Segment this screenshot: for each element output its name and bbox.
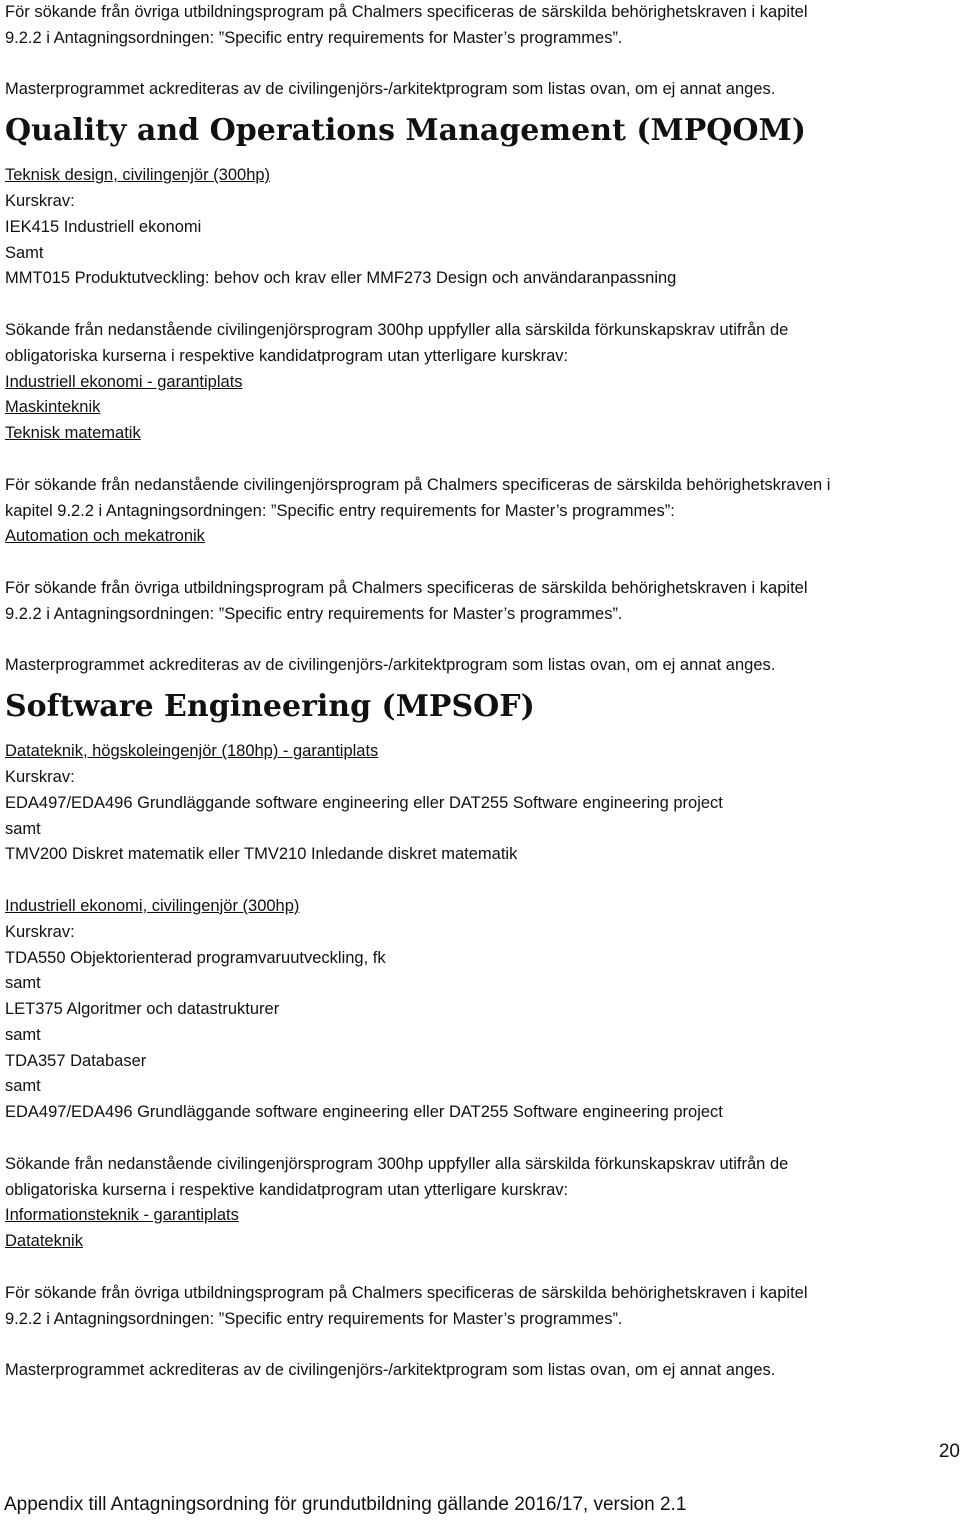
mpsof-heading: Software Engineering (MPSOF) xyxy=(5,689,535,725)
mpqom-ch-line-1: För sökande från nedanstående civilingenjörsprogram på Chalmers specificeras de särskilda behörighetskraven i xyxy=(5,475,831,494)
mpqom-sok-line-1: Sökande från nedanstående civilingenjörsprogram 300hp uppfyller alla särskilda förkunskapskrav utifrån de xyxy=(5,320,789,339)
mpqom-program-list-item: Industriell ekonomi - garantiplats xyxy=(5,372,243,391)
mpsof-ov-line-1: För sökande från övriga utbildningsprogram på Chalmers specificeras de särskilda behörighetskraven i kapitel xyxy=(5,1283,808,1302)
mpqom-ch-line-2: kapitel 9.2.2 i Antagningsordningen: ”Specific entry requirements for Master’s programmes”: xyxy=(5,501,675,520)
mpqom-course-2: MMT015 Produktutveckling: behov och krav eller MMF273 Design och användaranpassning xyxy=(5,269,677,288)
mpsof-samt: samt xyxy=(5,1025,41,1044)
mpsof-sok-line-2: obligatoriska kurserna i respektive kandidatprogram utan ytterligare kurskrav: xyxy=(5,1180,569,1199)
mpqom-program-list-item: Teknisk matematik xyxy=(5,424,141,443)
mpqom-program-name: Teknisk design, civilingenjör (300hp) xyxy=(5,166,271,185)
mpsof-p1-course-1: EDA497/EDA496 Grundläggande software engineering eller DAT255 Software engineering project xyxy=(5,793,723,812)
mpsof-program-2-name: Industriell ekonomi, civilingenjör (300hp) xyxy=(5,896,300,915)
mpsof-kurskrav-label: Kurskrav: xyxy=(5,767,75,786)
top-other-line-1: För sökande från övriga utbildningsprogram på Chalmers specificeras de särskilda behörighetskraven i kapitel xyxy=(5,3,808,21)
mpsof-sok-line-1: Sökande från nedanstående civilingenjörsprogram 300hp uppfyller alla särskilda förkunskapskrav utifrån de xyxy=(5,1154,789,1173)
mpqom-samt: Samt xyxy=(5,243,44,262)
mpqom-heading: Quality and Operations Management (MPQOM) xyxy=(5,113,806,149)
mpsof-p2-course-1: TDA550 Objektorienterad programvaruutveckling, fk xyxy=(5,948,386,967)
mpqom-kurskrav-label: Kurskrav: xyxy=(5,191,75,210)
document-page xyxy=(5,0,955,1384)
mpsof-program-list-item: Informationsteknik - garantiplats xyxy=(5,1206,239,1225)
page-footer: Appendix till Antagningsordning för grundutbildning gällande 2016/17, version 2.1 xyxy=(4,1494,687,1515)
mpqom-ov-line-1: För sökande från övriga utbildningsprogram på Chalmers specificeras de särskilda behörighetskraven i kapitel xyxy=(5,578,808,597)
mpsof-ov-line-2: 9.2.2 i Antagningsordningen: ”Specific entry requirements for Master’s programmes”. xyxy=(5,1309,623,1328)
top-other-programs-text xyxy=(5,0,955,52)
mpqom-ov-line-2: 9.2.2 i Antagningsordningen: ”Specific entry requirements for Master’s programmes”. xyxy=(5,604,623,623)
mpsof-accreditation-text: Masterprogrammet ackrediteras av de civilingenjörs-/arkitektprogram som listas ovan, om ej annat anges. xyxy=(5,1361,776,1380)
mpsof-samt: samt xyxy=(5,1077,41,1096)
mpsof-samt: samt xyxy=(5,974,41,993)
mpsof-other-programs-text xyxy=(5,1281,955,1333)
page-number: 20 xyxy=(938,1441,960,1462)
mpsof-kurskrav-label: Kurskrav: xyxy=(5,922,75,941)
mpqom-program-list-item: Maskinteknik xyxy=(5,398,101,417)
mpsof-p2-course-4: EDA497/EDA496 Grundläggande software engineering eller DAT255 Software engineering project xyxy=(5,1103,723,1122)
mpqom-other-programs-text xyxy=(5,576,955,628)
mpqom-sok-line-2: obligatoriska kurserna i respektive kandidatprogram utan ytterligare kurskrav: xyxy=(5,346,569,365)
mpqom-chalmers-programs-intro xyxy=(5,473,955,525)
mpqom-course-1: IEK415 Industriell ekonomi xyxy=(5,217,202,236)
top-other-line-2: 9.2.2 i Antagningsordningen: ”Specific entry requirements for Master’s programmes”. xyxy=(5,28,623,47)
mpsof-program-1-name: Datateknik, högskoleingenjör (180hp) - garantiplats xyxy=(5,742,379,761)
mpqom-civ-programs-intro xyxy=(5,318,955,370)
mpsof-p2-course-2: LET375 Algoritmer och datastrukturer xyxy=(5,1000,280,1019)
mpsof-civ-programs-intro xyxy=(5,1152,955,1204)
mpqom-chalmers-program: Automation och mekatronik xyxy=(5,527,205,546)
mpqom-accreditation-text: Masterprogrammet ackrediteras av de civilingenjörs-/arkitektprogram som listas ovan, om ej annat anges. xyxy=(5,656,776,675)
mpsof-p2-course-3: TDA357 Databaser xyxy=(5,1051,147,1070)
mpsof-program-list-item: Datateknik xyxy=(5,1232,83,1251)
mpsof-samt: samt xyxy=(5,819,41,838)
mpsof-p1-course-2: TMV200 Diskret matematik eller TMV210 Inledande diskret matematik xyxy=(5,845,518,864)
top-accreditation-text: Masterprogrammet ackrediteras av de civilingenjörs-/arkitektprogram som listas ovan, om ej annat anges. xyxy=(5,80,776,99)
